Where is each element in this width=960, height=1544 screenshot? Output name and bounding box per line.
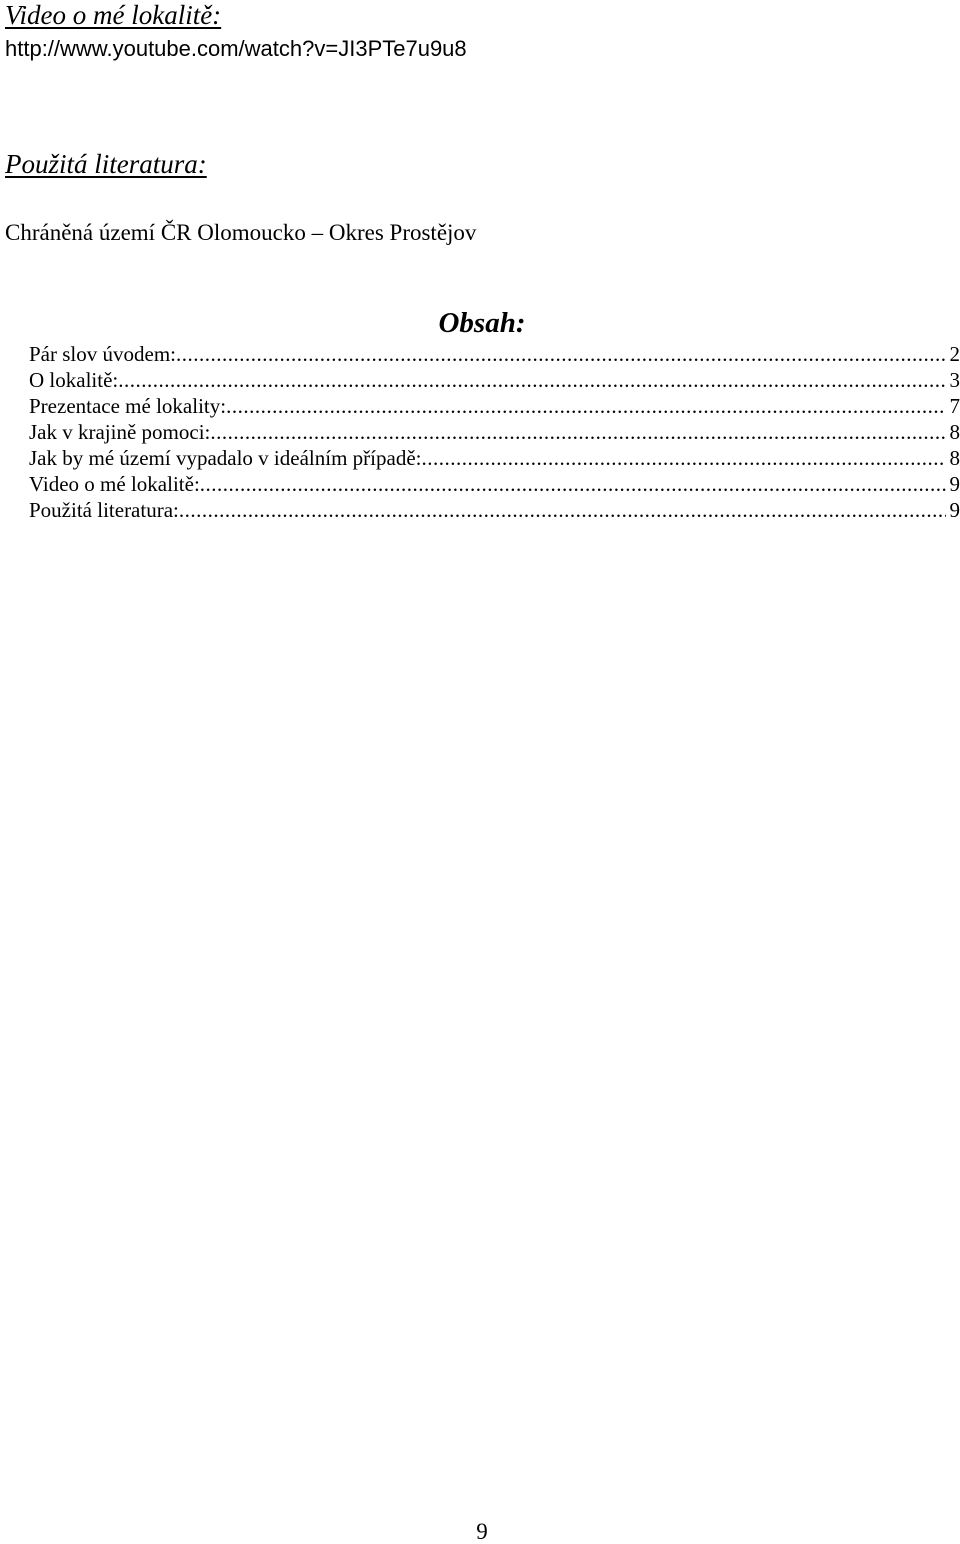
toc-entry-page: 9 [946, 471, 960, 497]
toc-entry-label: Jak v krajině pomoci: [29, 419, 210, 445]
page-number [0, 1520, 960, 1543]
toc-leader-dots [200, 471, 946, 497]
toc-entry-intro[interactable] [29, 341, 960, 367]
toc-entry-label: Použitá literatura: [29, 497, 179, 523]
literature-heading: Použitá literatura: [5, 151, 207, 178]
toc-entry-label: Video o mé lokalitě: [29, 471, 200, 497]
toc-title [0, 309, 960, 338]
toc-entry-page: 8 [946, 419, 960, 445]
video-heading: Video o mé lokalitě: [5, 2, 221, 29]
toc-entry-page: 7 [946, 393, 960, 419]
toc-entry-label: Pár slov úvodem: [29, 341, 176, 367]
toc-leader-dots [210, 419, 945, 445]
toc-entry-video[interactable] [29, 471, 960, 497]
toc-entry-help[interactable] [29, 419, 960, 445]
toc-entry-page: 8 [946, 445, 960, 471]
toc-leader-dots [179, 497, 946, 523]
toc-entry-label: Jak by mé území vypadalo v ideálním případě: [29, 445, 421, 471]
table-of-contents [29, 341, 960, 523]
toc-leader-dots [421, 445, 945, 471]
toc-entry-label: O lokalitě: [29, 367, 118, 393]
toc-entry-page: 9 [946, 497, 960, 523]
page-number-text: 9 [476, 1520, 488, 1543]
toc-entry-locality[interactable] [29, 367, 960, 393]
toc-entry-ideal[interactable] [29, 445, 960, 471]
video-url[interactable]: http://www.youtube.com/watch?v=JI3PTe7u9u8 [5, 38, 467, 60]
toc-leader-dots [176, 341, 946, 367]
toc-leader-dots [226, 393, 945, 419]
toc-entry-presentation[interactable] [29, 393, 960, 419]
toc-entry-literature[interactable] [29, 497, 960, 523]
toc-entry-page: 2 [946, 341, 960, 367]
toc-entry-page: 3 [946, 367, 960, 393]
toc-title-text: Obsah: [438, 309, 525, 338]
toc-entry-label: Prezentace mé lokality: [29, 393, 226, 419]
toc-leader-dots [118, 367, 945, 393]
literature-source: Chráněná území ČR Olomoucko – Okres Prostějov [5, 221, 476, 244]
